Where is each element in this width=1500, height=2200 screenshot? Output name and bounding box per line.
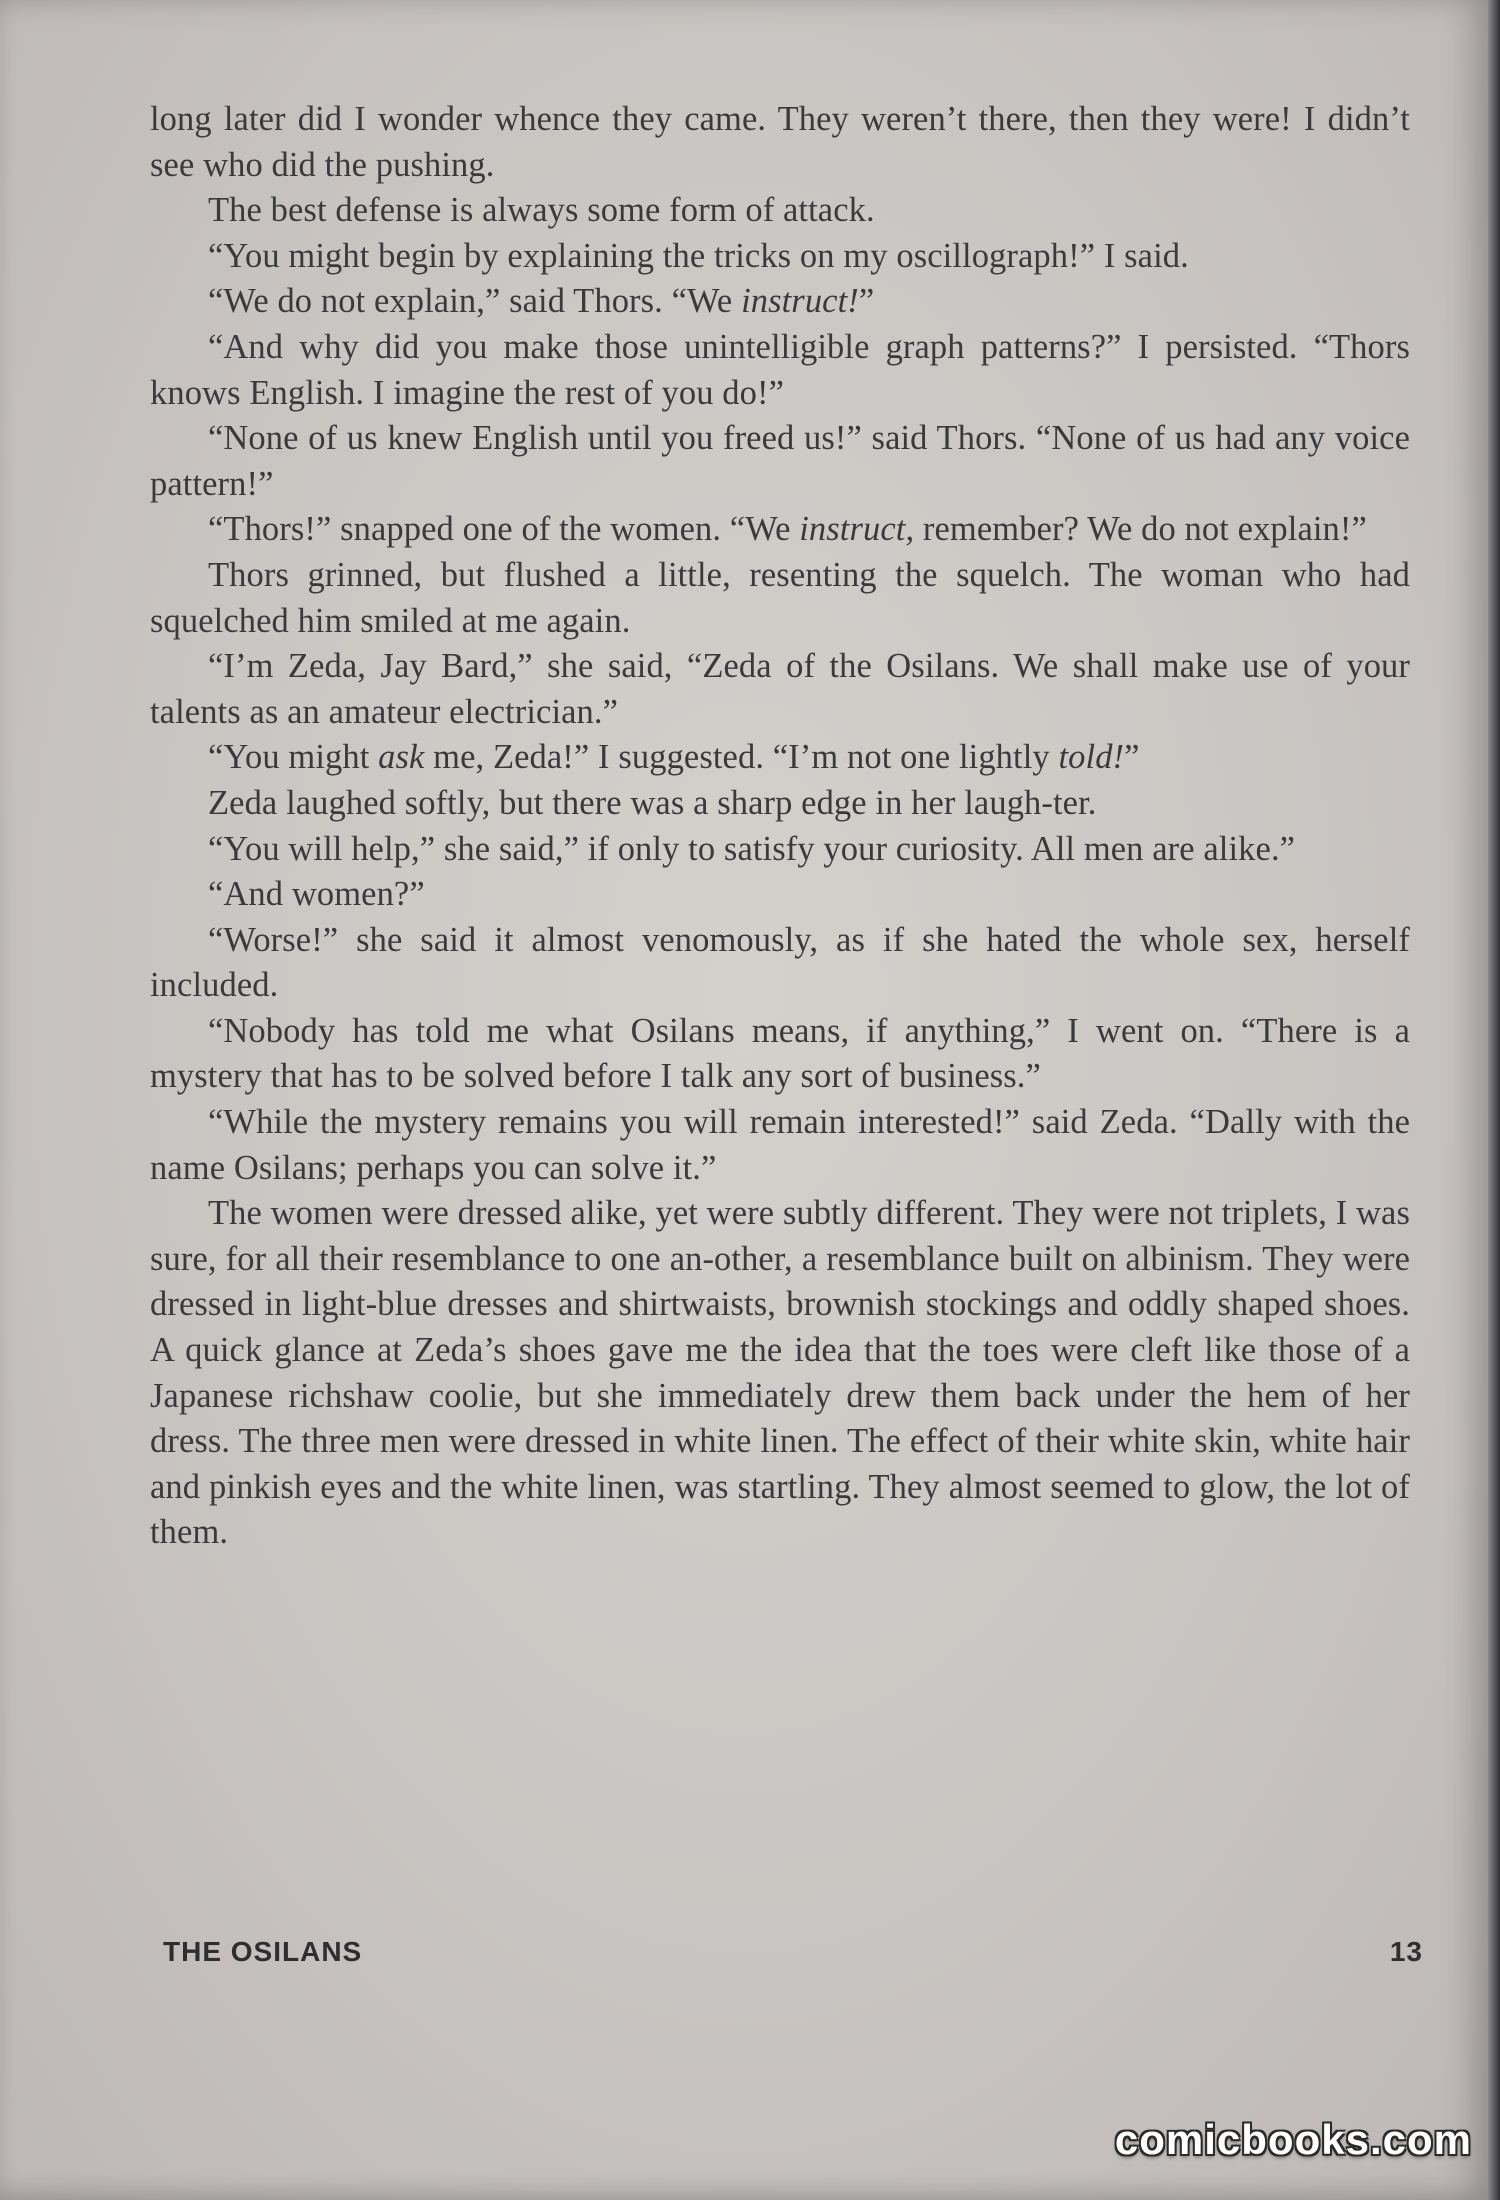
page-number: 13 [1389, 1936, 1423, 1967]
paragraph: “I’m Zeda, Jay Bard,” she said, “Zeda of the Osilans. We shall make use of your talents as an amateur electrician.” [150, 647, 1410, 731]
body-text [150, 97, 1410, 1556]
paragraph: “We do not explain,” said Thors. “We instruct!” [208, 282, 875, 321]
paragraph: “And why did you make those unintelligible graph patterns?” I persisted. “Thors knows English. I imagine the rest of you do!” [150, 327, 1410, 412]
paragraph: The best defense is always some form of attack. [208, 191, 875, 230]
paragraph: “While the mystery remains you will remain interested!” said Zeda. “Dally with the name Osilans; perhaps you can solve it.” [150, 1103, 1410, 1187]
paragraph: “None of us knew English until you freed us!” said Thors. “None of us had any voice pattern!” [150, 419, 1410, 503]
running-head: THE OSILANS [163, 1936, 363, 1967]
paragraph: “You will help,” she said,” if only to satisfy your curiosity. All men are alike.” [208, 829, 1296, 868]
page-edge [1488, 0, 1500, 2200]
paragraph: “Thors!” snapped one of the women. “We instruct, remember? We do not explain!” [208, 510, 1367, 549]
page-footer [163, 1936, 1423, 1976]
paragraph: “You might begin by explaining the tricks on my oscillograph!” I said. [208, 236, 1189, 275]
paragraph: “And women?” [208, 875, 425, 914]
paragraph: The women were dressed alike, yet were subtly different. They were not triplets, I was sure, for all their resemblance to one an-other, a resemblance built on albinism. They were dressed in light-blue dresses and shirtwaists, brownish stockings and oddly shaped shoes. A quick glance at Zeda’s shoes gave me the idea that the toes were cleft like those of a Japanese richshaw coolie, but she immediately drew them back under the hem of her dress. The three men were dressed in white linen. The effect of their white skin, white hair and pinkish eyes and the white linen, was startling. They almost seemed to glow, the lot of them. [150, 1194, 1410, 1552]
paragraph: long later did I wonder whence they came. They weren’t there, then they were! I didn’t see who did the pushing. [150, 100, 1410, 184]
paragraph: “You might ask me, Zeda!” I suggested. “I’m not one lightly told!” [208, 738, 1140, 777]
paragraph: “Worse!” she said it almost venomously, as if she hated the whole sex, herself included. [150, 920, 1410, 1005]
watermark-logo: comicbooks.com [1114, 2116, 1472, 2163]
paragraph: Thors grinned, but flushed a little, resenting the squelch. The woman who had squelched him smiled at me again. [150, 555, 1410, 640]
paragraph: Zeda laughed softly, but there was a sharp edge in her laugh-ter. [208, 783, 1097, 822]
paragraph: “Nobody has told me what Osilans means, if anything,” I went on. “There is a mystery that has to be solved before I talk any sort of business.” [150, 1011, 1410, 1096]
